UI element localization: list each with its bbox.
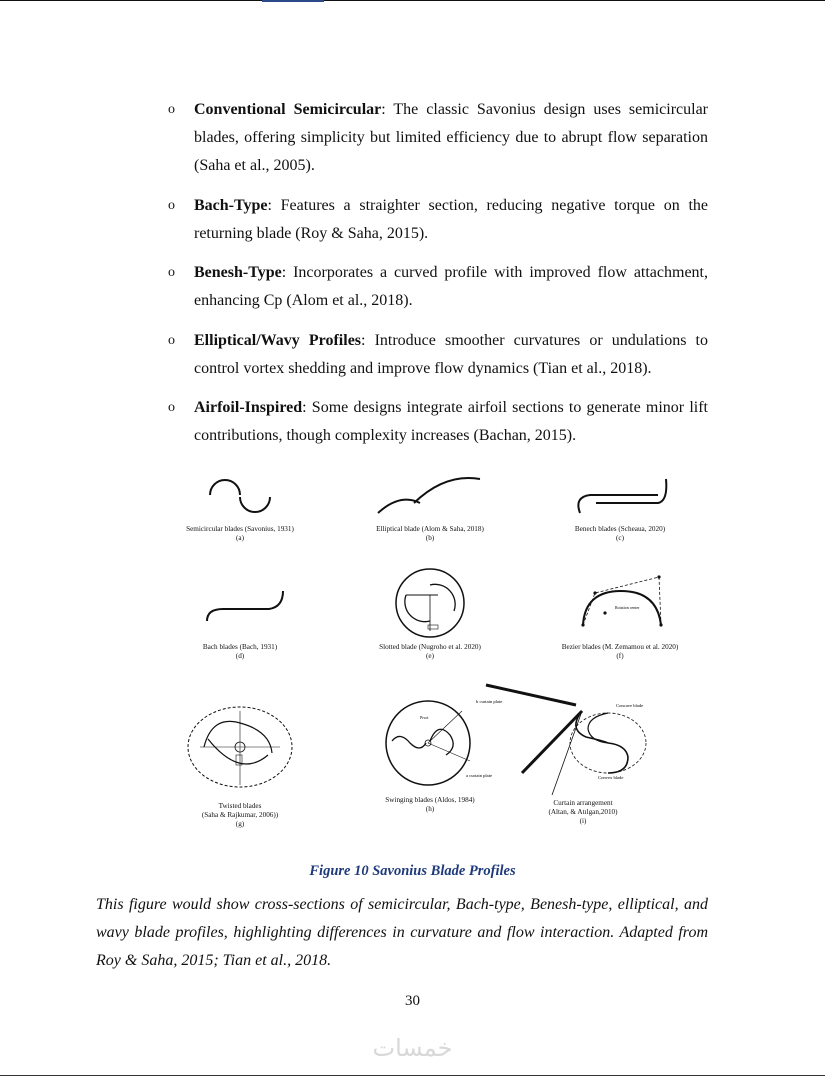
panel-letter: (a) <box>236 534 244 542</box>
panel-letter: (c) <box>616 534 624 542</box>
panel-caption: Elliptical blade (Alom & Saha, 2018) <box>376 525 484 533</box>
semicircular-blade-icon <box>190 465 290 525</box>
item-text: : Incorporates a curved profile with improved flow attachment, enhancing Cp (Alom et al., 2018). <box>194 264 708 309</box>
item-title: Conventional Semicircular <box>194 101 382 118</box>
blade-types-list <box>168 96 708 462</box>
bullet-marker: o <box>168 332 175 348</box>
elliptical-blade-icon <box>370 465 490 525</box>
header-accent <box>262 0 324 2</box>
page-number: 30 <box>405 993 420 1009</box>
item-text: : Features a straighter section, reducing negative torque on the returning blade (Roy & Saha, 2015). <box>194 196 708 242</box>
bullet-marker: o <box>168 265 175 280</box>
panel-caption-2: (Altan, & Atılgan,2010) <box>548 808 618 816</box>
panel-curtain <box>458 681 708 826</box>
convex-blade-label: Convex blade <box>598 775 624 780</box>
concave-blade-label: Concave blade <box>616 703 644 708</box>
list-item <box>168 259 708 315</box>
panel-caption: Twisted blades <box>218 802 262 810</box>
figure-title: Figure 10 Savonius Blade Profiles <box>309 863 516 879</box>
panel-bach <box>150 573 330 661</box>
twisted-blade-icon <box>180 697 300 802</box>
slotted-blade-icon <box>390 565 470 643</box>
bottom-rule <box>0 1075 825 1076</box>
item-title: Airfoil-Inspired <box>194 399 303 416</box>
pivot-label: Pivot <box>420 715 429 720</box>
panel-letter: (f) <box>616 652 624 660</box>
panel-letter: (e) <box>426 652 434 660</box>
panel-caption: Bach blades (Bach, 1931) <box>202 643 278 651</box>
panel-letter: (h) <box>425 805 435 813</box>
bullet-marker: o <box>168 102 175 117</box>
item-text: : Some designs integrate airfoil sections to generate minor lift contributions, though complexity increases (Bachan, 2015). <box>194 399 708 444</box>
figure-description: This figure would show cross-sections of semicircular, Bach-type, Benesh-type, elliptical, and wavy blade profiles, highlighting differences in curvature and flow interaction. Adapted from Roy & Saha, 2015; Tian et al., 2018. <box>96 896 708 969</box>
panel-letter: (i) <box>579 817 587 825</box>
panel-benesh <box>530 465 710 543</box>
curtain-arrangement-icon <box>458 681 708 799</box>
bullet-marker: o <box>168 400 175 415</box>
panel-caption: Swinging blades (Aldos, 1984) <box>385 796 475 804</box>
list-item <box>168 192 708 248</box>
item-text: : Introduce smoother curvatures or undulations to control vortex shedding and improve flow dynamics (Tian et al., 2018). <box>194 331 709 377</box>
panel-slotted <box>340 565 520 661</box>
panel-caption: Curtain arrangement <box>553 799 613 807</box>
list-item <box>168 96 708 180</box>
panel-letter: (b) <box>425 534 435 542</box>
bezier-blade-icon <box>565 569 675 643</box>
bullet-marker: o <box>168 197 175 213</box>
list-item <box>168 327 708 383</box>
watermark-logo: خمسات <box>372 1034 453 1062</box>
panel-caption: Bezier blades (M. Zemamou et al. 2020) <box>561 643 679 651</box>
top-rule <box>0 0 825 1</box>
benesh-blade-icon <box>560 465 680 525</box>
panel-caption: Slotted blade (Nugroho et al. 2020) <box>379 643 481 651</box>
panel-letter: (d) <box>235 652 245 660</box>
rotation-center-label: Rotation center <box>615 605 640 610</box>
a-curtain-label: a curtain plate <box>466 773 493 778</box>
blade-profiles-figure <box>150 465 710 840</box>
panel-bezier <box>530 569 710 661</box>
panel-caption: Benech blades (Scheaua, 2020) <box>574 525 666 533</box>
panel-elliptical <box>340 465 520 543</box>
panel-semicircular <box>150 465 330 543</box>
panel-twisted <box>150 697 330 829</box>
item-text: : The classic Savonius design uses semicircular blades, offering simplicity but limited efficiency due to abrupt flow separation (Saha et al., 2005). <box>194 101 708 174</box>
bach-blade-icon <box>185 573 295 643</box>
item-title: Benesh-Type <box>194 264 282 281</box>
list-item <box>168 394 708 450</box>
panel-letter: (g) <box>235 820 245 828</box>
item-title: Bach-Type <box>194 196 268 214</box>
b-curtain-label: b curtain plate <box>476 699 503 704</box>
panel-caption-2: (Saha & Rajkumar, 2006)) <box>201 811 279 819</box>
item-title: Elliptical/Wavy Profiles <box>194 331 362 349</box>
panel-caption: Semicircular blades (Savonius, 1931) <box>186 525 294 533</box>
